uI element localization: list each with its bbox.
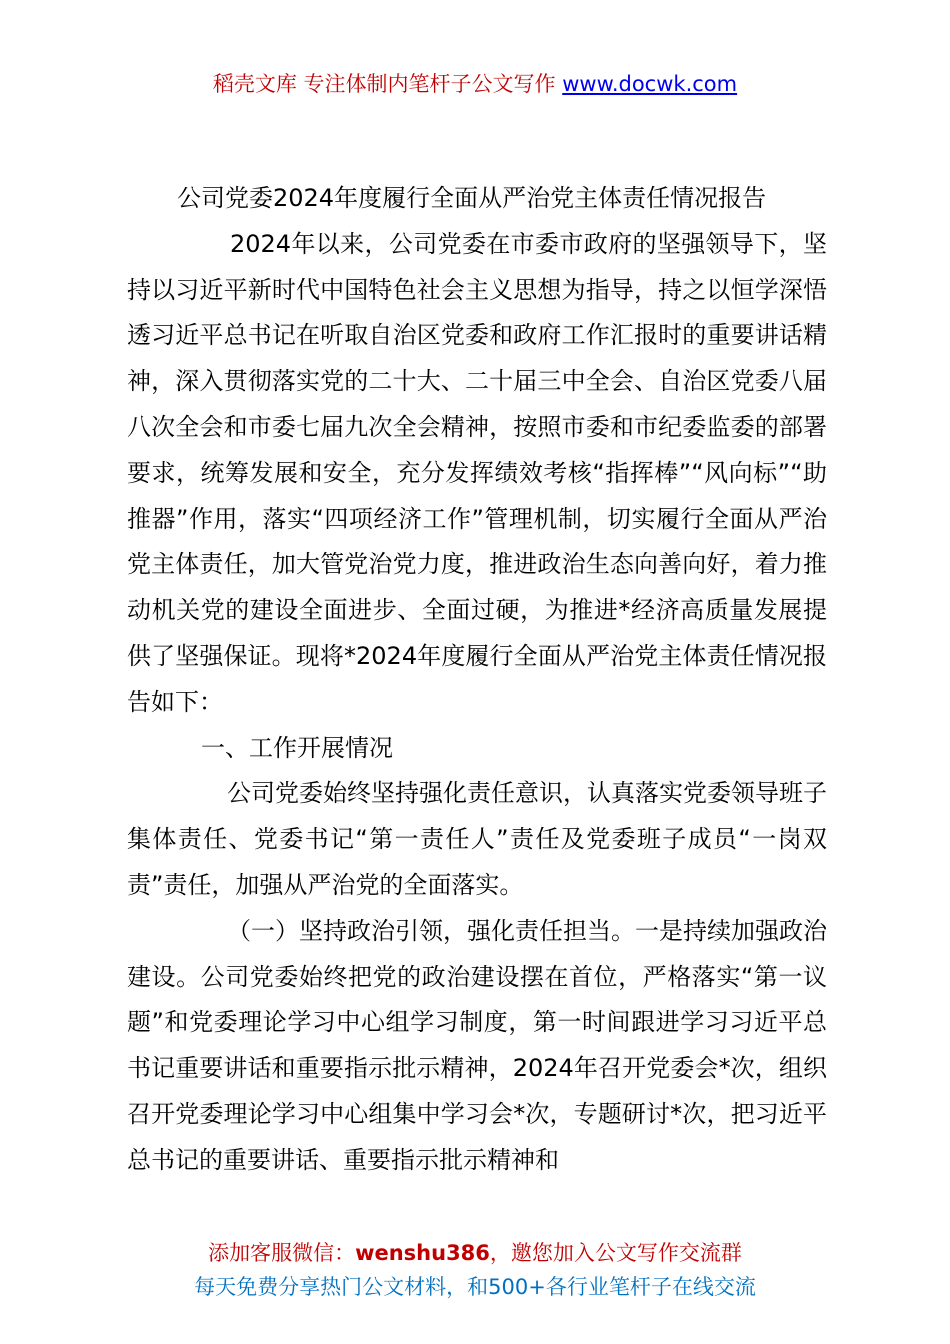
document-title: 公司党委2024年度履行全面从严治党主体责任情况报告 bbox=[177, 184, 767, 212]
page-footer bbox=[0, 1236, 950, 1304]
footer-contact-line bbox=[0, 1236, 950, 1270]
wechat-id: wenshu386 bbox=[355, 1241, 490, 1265]
intro-paragraph: 2024年以来，公司党委在市委市政府的坚强领导下，坚持以习近平新时代中国特色社会主义思想为指导，持之以恒学深悟透习近平总书记在听取自治区党委和政府工作汇报时的重要讲话精神，深入贯彻落实党的二十大、二十届三中全会、自治区党委八届八次全会和市委七届九次全会精神，按照市委和市纪委监委的部署要求，统筹发展和安全，充分发挥绩效考核“指挥棒”“风向标”“助推器”作用，落实“四项经济工作”管理机制，切实履行全面从严治党主体责任，加大管党治党力度，推进政治生态向善向好，着力推动机关党的建设全面进步、全面过硬，为推进*经济高质量发展提供了坚强保证。现将*2024年度履行全面从严治党主体责任情况报告如下： bbox=[127, 229, 827, 716]
section-heading: 一、工作开展情况 bbox=[201, 733, 393, 762]
website-link[interactable]: www.docwk.com bbox=[562, 72, 738, 96]
footer-contact-suffix: ，邀您加入公文写作交流群 bbox=[489, 1241, 742, 1265]
footer-contact-prefix: 添加客服微信： bbox=[208, 1241, 356, 1265]
page-header bbox=[0, 68, 950, 100]
document-body bbox=[127, 176, 827, 1184]
footer-promo-line: 每天免费分享热门公文材料，和500+各行业笔杆子在线交流 bbox=[194, 1275, 756, 1299]
body-paragraph: 公司党委始终坚持强化责任意识，认真落实党委领导班子集体责任、党委书记“第一责任人”责任及党委班子成员“一岗双责”责任，加强从严治党的全面落实。 bbox=[127, 779, 827, 899]
body-paragraph: （一）坚持政治引领，强化责任担当。一是持续加强政治建设。公司党委始终把党的政治建设摆在首位，严格落实“第一议题”和党委理论学习中心组学习制度，第一时间跟进学习习近平总书记重要讲话和重要指示批示精神，2024年召开党委会*次，组织召开党委理论学习中心组集中学习会*次，专题研讨*次，把习近平总书记的重要讲话、重要指示批示精神和 bbox=[127, 916, 827, 1174]
header-brand-text: 稻壳文库 专注体制内笔杆子公文写作 bbox=[212, 72, 563, 96]
